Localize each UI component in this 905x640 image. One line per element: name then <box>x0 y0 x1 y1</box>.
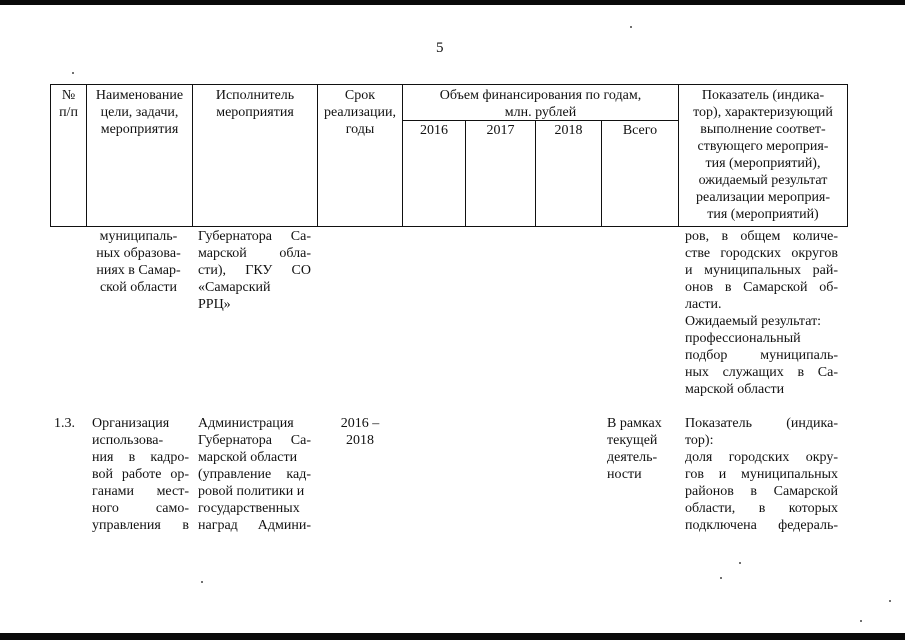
header-year-2018: 2018 <box>554 123 583 138</box>
page-number: 5 <box>436 40 444 56</box>
row-1-3-term: 2016 – 2018 <box>340 416 380 448</box>
bottom-border <box>0 633 905 640</box>
row-1-3-total: В рамках текущей деятель- ности <box>607 416 662 482</box>
header-indicator: Показатель (индика- тор), характеризующий выполнение соответ- ствующего мероприя- тия (мероприятий), ожидаемый результат реализации мероприя- тия (мероприятий) <box>693 88 833 222</box>
header-name: Наименование цели, задачи, мероприятия <box>95 88 184 137</box>
row-continued-name: муниципаль- ных образова- ниях в Самар- ской области <box>96 229 181 295</box>
header-num: № п/п <box>59 88 78 120</box>
header-financing: Объем финансирования по годам, млн. рублей <box>439 88 642 120</box>
top-border <box>0 0 905 5</box>
header-year-2017: 2017 <box>486 123 515 138</box>
header-year-2016: 2016 <box>420 123 448 138</box>
header-total: Всего <box>622 123 658 138</box>
header-executor: Исполнитель мероприятия <box>215 88 295 120</box>
row-1-3-indicator: Показатель (индика- тор): доля городских окру- гов и муниципальных районов в Самарской области, в которых подключена федераль- <box>685 416 838 533</box>
header-term: Срок реализации, годы <box>324 88 396 137</box>
row-continued-executor: Губернатора Са- марской обла- сти), ГКУ СО «Самарский РРЦ» <box>198 229 311 312</box>
row-1-3-executor: Администрация Губернатора Са- марской области (управление кад- ровой политики и государственных наград Админи- <box>198 416 311 533</box>
row-continued-indicator: ров, в общем количе- стве городских округов и муниципальных рай- онов в Самарской об- ласти. Ожидаемый результат: профессиональный подбор муниципаль- ных служащих в Са- марской области <box>685 229 838 397</box>
row-1-3-name: Организация использова- ния в кадро- вой работе ор- ганами мест- ного само- управления в <box>92 416 189 533</box>
row-1-3-num: 1.3. <box>54 416 75 431</box>
